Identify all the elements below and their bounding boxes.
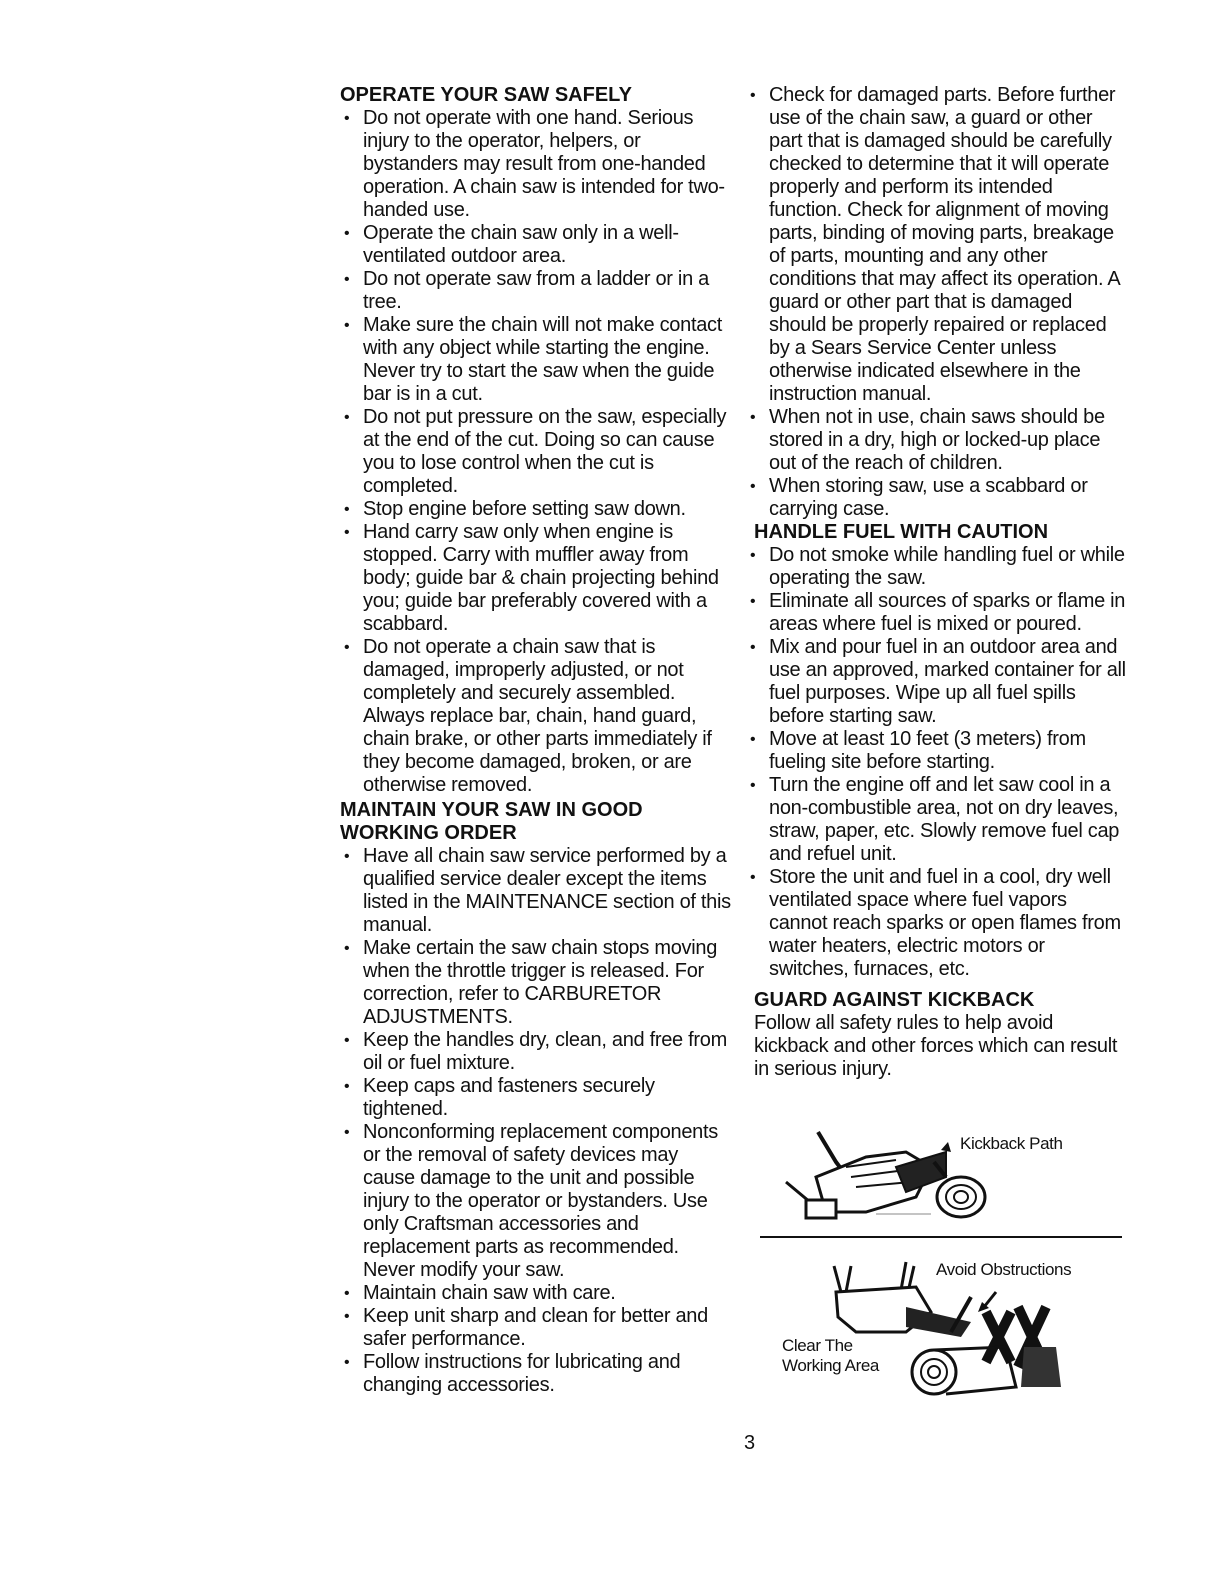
list-item: • Turn the engine off and let saw cool in a non-combustible area, not on dry leaves, straw, paper, etc. Slowly remove fuel cap and refuel unit. (746, 774, 1128, 866)
list-item: • Eliminate all sources of sparks or flame in areas where fuel is mixed or poured. (746, 590, 1128, 636)
kickback-path-figure (756, 1122, 1126, 1227)
maintain-cont-list (746, 84, 1128, 521)
list-item: • Make sure the chain will not make contact with any object while starting the engine. Never try to start the saw when the guide bar is in a cut. (340, 314, 735, 406)
clear-area-label-line2: Working Area (782, 1356, 879, 1375)
list-item: • Keep the handles dry, clean, and free from oil or fuel mixture. (340, 1029, 735, 1075)
list-item: • Hand carry saw only when engine is stopped. Carry with muffler away from body; guide bar & chain projecting behind you; guide bar preferably covered with a scabbard. (340, 521, 735, 636)
list-item: • Maintain chain saw with care. (340, 1282, 735, 1305)
kickback-text: Follow all safety rules to help avoid kickback and other forces which can result in serious injury. (754, 1012, 1118, 1080)
fuel-list (746, 544, 1128, 981)
list-item: • Store the unit and fuel in a cool, dry well ventilated space where fuel vapors cannot reach sparks or open flames from water heaters, electric motors or switches, furnaces, etc. (746, 866, 1128, 981)
kickback-saw-illustration (756, 1122, 1126, 1227)
operate-list (340, 107, 735, 797)
fuel-heading: HANDLE FUEL WITH CAUTION (754, 521, 1049, 543)
page-number: 3 (744, 1432, 756, 1454)
clear-area-label-line1: Clear The (782, 1336, 853, 1355)
list-item: • Move at least 10 feet (3 meters) from fueling site before starting. (746, 728, 1128, 774)
list-item: • When not in use, chain saws should be stored in a dry, high or locked-up place out of the reach of children. (746, 406, 1128, 475)
list-item: • Make certain the saw chain stops moving when the throttle trigger is released. For correction, refer to CARBURETOR ADJUSTMENTS. (340, 937, 735, 1029)
list-item: • Stop engine before setting saw down. (340, 498, 735, 521)
list-item: • Do not put pressure on the saw, especially at the end of the cut. Doing so can cause you to lose control when the cut is completed. (340, 406, 735, 498)
list-item: • Keep caps and fasteners securely tightened. (340, 1075, 735, 1121)
list-item: • Operate the chain saw only in a well-ventilated outdoor area. (340, 222, 735, 268)
list-item: • Do not operate with one hand. Serious injury to the operator, helpers, or bystanders may result from one-handed operation. A chain saw is intended for two-handed use. (340, 107, 735, 222)
figure-divider (760, 1236, 1122, 1238)
list-item: • Do not smoke while handling fuel or while operating the saw. (746, 544, 1128, 590)
list-item: • Do not operate a chain saw that is damaged, improperly adjusted, or not completely and securely assembled. Always replace bar, chain, hand guard, chain brake, or other parts immediately if they become damaged, broken, or are otherwise removed. (340, 636, 735, 797)
list-item: • Check for damaged parts. Before further use of the chain saw, a guard or other part that is damaged should be carefully checked to determine that it will operate properly and perform its intended function. Check for alignment of moving parts, binding of moving parts, breakage of parts, mounting and any other conditions that may affect its operation. A guard or other part that is damaged should be properly repaired or replaced by a Sears Service Center unless otherwise indicated elsewhere in the instruction manual. (746, 84, 1128, 406)
avoid-obstructions-figure (756, 1252, 1126, 1402)
list-item: • Keep unit sharp and clean for better and safer performance. (340, 1305, 735, 1351)
operate-heading: OPERATE YOUR SAW SAFELY (340, 84, 632, 106)
list-item: • Nonconforming replacement components or the removal of safety devices may cause damage to the unit and possible injury to the operator or bystanders. Use only Craftsman accessories and replacement parts as recommended. Never modify your saw. (340, 1121, 735, 1282)
list-item: • Follow instructions for lubricating and changing accessories. (340, 1351, 735, 1397)
maintain-heading: MAINTAIN YOUR SAW IN GOOD WORKING ORDER (340, 799, 643, 844)
kickback-heading: GUARD AGAINST KICKBACK (754, 989, 1035, 1011)
list-item: • When storing saw, use a scabbard or carrying case. (746, 475, 1128, 521)
kickback-path-label: Kickback Path (960, 1134, 1063, 1153)
list-item: • Mix and pour fuel in an outdoor area and use an approved, marked container for all fuel purposes. Wipe up all fuel spills before starting saw. (746, 636, 1128, 728)
maintain-list (340, 845, 735, 1397)
avoid-obstructions-label: Avoid Obstructions (936, 1260, 1072, 1279)
right-column (746, 84, 1128, 1081)
list-item: • Do not operate saw from a ladder or in a tree. (340, 268, 735, 314)
list-item: • Have all chain saw service performed by a qualified service dealer except the items listed in the MAINTENANCE section of this manual. (340, 845, 735, 937)
left-column (340, 84, 735, 1397)
